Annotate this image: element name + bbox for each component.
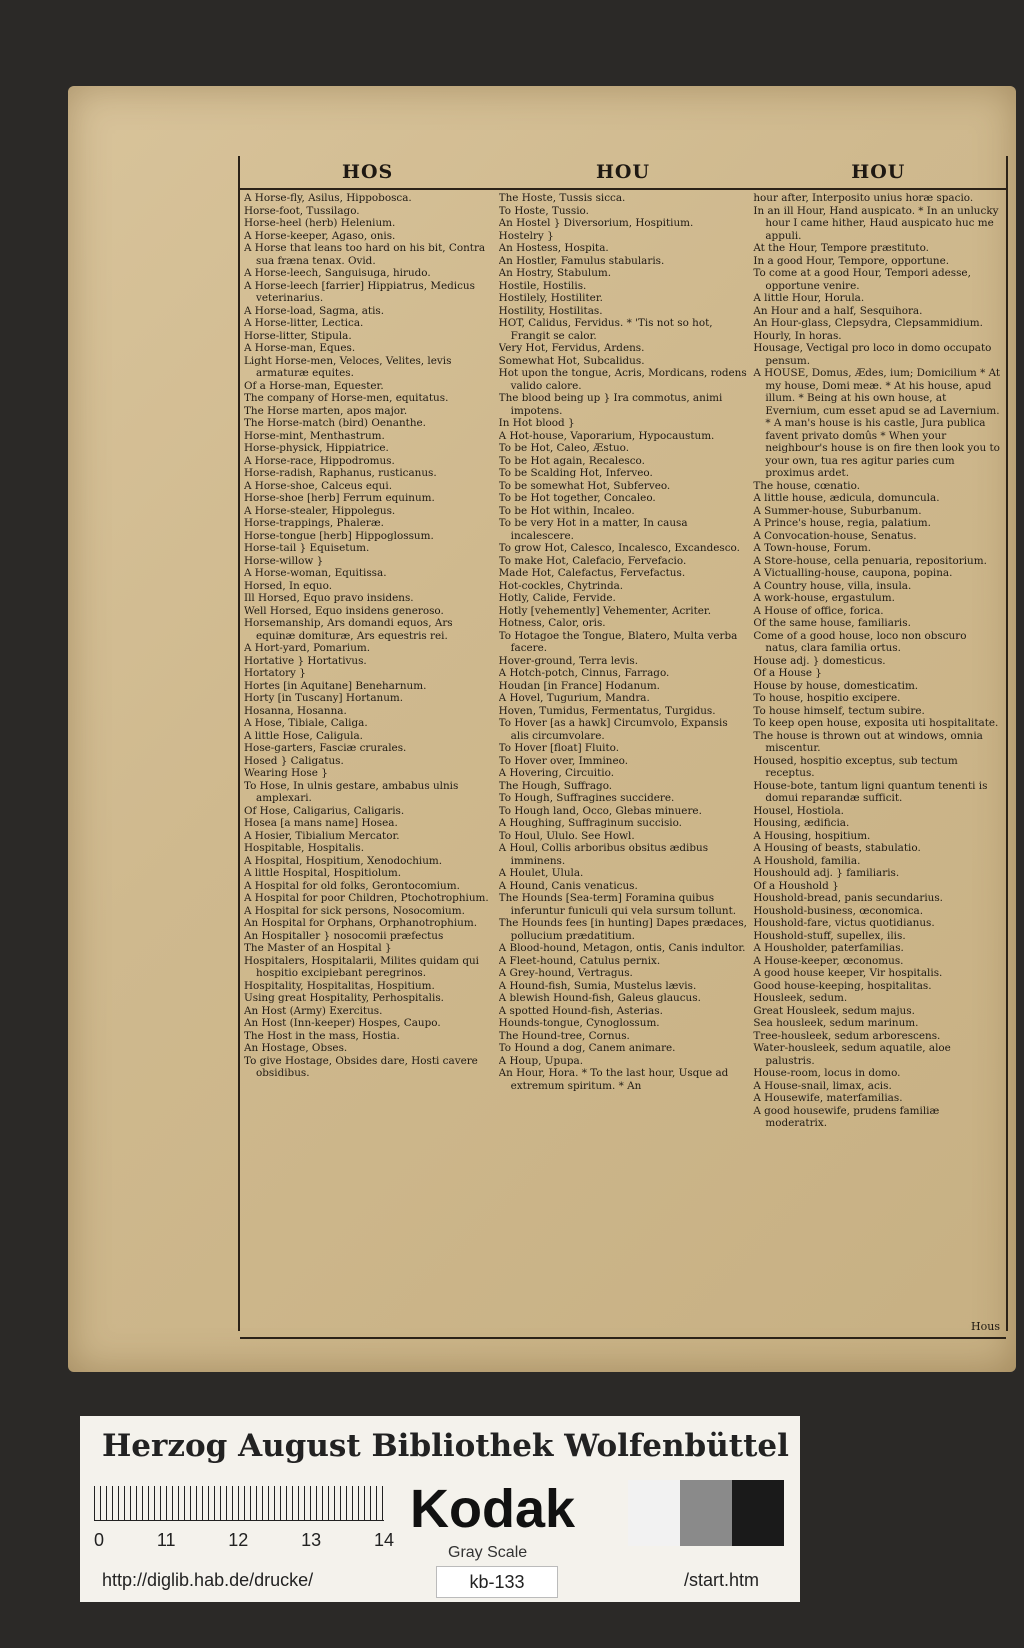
dictionary-entry: A Blood-hound, Metagon, ontis, Canis indultor.	[498, 942, 746, 954]
dictionary-entry: A spotted Hound-fish, Asterias.	[498, 1004, 663, 1017]
dictionary-entry: An Hour-glass, Clepsydra, Clepsammidium.	[753, 317, 983, 329]
dictionary-entry: A Horse-load, Sagma, atis.	[244, 304, 385, 317]
dictionary-entry: A Horse-fly, Asilus, Hippobosca.	[244, 192, 412, 204]
dictionary-entry: A Summer-house, Suburbanum.	[753, 504, 922, 517]
dictionary-entry: A little Hose, Caligula.	[244, 729, 363, 742]
dictionary-entry: A Hospital for sick persons, Nosocomium.	[244, 904, 465, 917]
color-target-card	[80, 1416, 800, 1602]
dictionary-entry: The Hounds [Sea-term] Foramina quibus inferuntur funiculi qui vela sursum tollunt.	[498, 892, 737, 917]
dictionary-entry: Hostilely, Hostiliter.	[498, 292, 603, 304]
dictionary-entry: Hoven, Tumidus, Fermentatus, Turgidus.	[498, 704, 716, 717]
dictionary-entry: A Hovel, Tugurium, Mandra.	[498, 692, 650, 704]
dictionary-entry: A HOUSE, Domus, Ædes, ium; Domicilium * At my house, Domi meæ. * At his house, apud illum. * Being at his own house, at Evernium, cum esset apud se ad Lavernium. * A man's house is his castle, Jura publica favent privato domûs * When your neighbour's house is on fire then look you to your own, tua res agitur paries cum proximus ardet.	[753, 367, 1001, 479]
dictionary-entry: A little Hospital, Hospitiolum.	[244, 867, 402, 879]
column-1	[244, 192, 493, 1323]
dictionary-entry: A Hose, Tibiale, Caliga.	[244, 717, 368, 729]
ruler-number: 13	[301, 1530, 322, 1550]
shelf-code: kb-133	[436, 1566, 558, 1598]
dictionary-entry: A blewish Hound-fish, Galeus glaucus.	[498, 992, 701, 1004]
dictionary-entry: Horse-foot, Tussilago.	[244, 204, 360, 217]
dictionary-entry: A good house keeper, Vir hospitalis.	[753, 967, 943, 979]
dictionary-entry: A Horse-leech [farrier] Hippiatrus, Medicus veterinarius.	[244, 279, 475, 304]
dictionary-entry: To give Hostage, Obsides dare, Hosti cavere obsidibus.	[244, 1054, 478, 1079]
dictionary-entry: To be Hot together, Concaleo.	[498, 492, 656, 504]
dictionary-entry: Wearing Hose }	[244, 767, 328, 779]
column-2	[499, 192, 748, 1323]
dictionary-entry: Good house-keeping, hospitalitas.	[753, 979, 932, 992]
gray-swatch-white	[628, 1480, 680, 1546]
dictionary-entry: An Host (Inn-keeper) Hospes, Caupo.	[244, 1017, 441, 1029]
dictionary-entry: Made Hot, Calefactus, Fervefactus.	[498, 567, 686, 579]
dictionary-entry: An Hostel } Diversorium, Hospitium.	[498, 217, 694, 229]
dictionary-entry: Horse-trappings, Phaleræ.	[244, 517, 384, 529]
header-col2: HOU	[595, 161, 651, 183]
dictionary-entry: The Master of an Hospital }	[244, 942, 392, 954]
dictionary-entry: Hostile, Hostilis.	[498, 279, 587, 292]
library-url: http://diglib.hab.de/drucke/	[102, 1570, 314, 1590]
dictionary-entry: To make Hot, Calefacio, Fervefacio.	[498, 554, 687, 567]
dictionary-entry: Water-housleek, sedum aquatile, aloe palustris.	[753, 1042, 951, 1067]
dictionary-entry: Housel, Hostiola.	[753, 804, 844, 817]
dictionary-entry: To keep open house, exposita uti hospitalitate.	[753, 717, 999, 729]
dictionary-entry: In an ill Hour, Hand auspicato. * In an unlucky hour I came hither, Haud auspicato huc me appuli.	[753, 204, 999, 242]
dictionary-entry: The Host in the mass, Hostia.	[244, 1029, 400, 1042]
dictionary-entry: An Hour, Hora. * To the last hour, Usque ad extremum spiritum. * An	[498, 1067, 729, 1092]
dictionary-entry: Housleek, sedum.	[753, 992, 848, 1004]
dictionary-entry: Of a Houshold }	[753, 879, 839, 892]
dictionary-entry: A Housholder, paterfamilias.	[753, 942, 904, 954]
dictionary-entry: A Horse-woman, Equitissa.	[244, 567, 387, 579]
dictionary-entry: To be Scalding Hot, Inferveo.	[498, 467, 653, 479]
dictionary-entry: Houshold-stuff, supellex, ilis.	[753, 929, 906, 942]
dictionary-entry: At the Hour, Tempore præstituto.	[753, 242, 929, 254]
dictionary-entry: An Hostage, Obses.	[244, 1042, 348, 1054]
dictionary-entry: A Hort-yard, Pomarium.	[244, 642, 371, 654]
dictionary-entry: To be Hot within, Incaleo.	[498, 504, 635, 517]
dictionary-entry: To Hough, Suffragines succidere.	[498, 792, 675, 804]
dictionary-entry: An Host (Army) Exercitus.	[244, 1004, 383, 1017]
dictionary-entry: A Hound-fish, Sumia, Mustelus lævis.	[498, 979, 697, 992]
dictionary-entry: A Houlet, Ulula.	[498, 867, 584, 879]
dictionary-entry: A Hospital for poor Children, Ptochotrophium.	[244, 892, 489, 904]
dictionary-entry: Hostelry }	[498, 229, 554, 242]
dictionary-entry: A Fleet-hound, Catulus pernix.	[498, 954, 661, 967]
library-name: Herzog August Bibliothek Wolfenbüttel	[102, 1428, 789, 1464]
text-frame	[238, 156, 1008, 1331]
dictionary-entry: Of a House }	[753, 667, 822, 679]
dictionary-entry: Somewhat Hot, Subcalidus.	[498, 354, 645, 367]
dictionary-entry: A Houghing, Suffraginum succisio.	[498, 817, 682, 829]
dictionary-entry: Very Hot, Fervidus, Ardens.	[498, 342, 645, 354]
dictionary-entry: A Hospital for old folks, Gerontocomium.	[244, 879, 460, 892]
dictionary-entry: Hospitable, Hospitalis.	[244, 842, 364, 854]
dictionary-entry: A Housing, hospitium.	[753, 829, 871, 842]
dictionary-entry: Hourly, In horas.	[753, 329, 842, 342]
dictionary-entry: The blood being up } Ira commotus, animi impotens.	[498, 392, 723, 417]
dictionary-entry: In Hot blood }	[498, 417, 575, 429]
dictionary-entry: The Horse marten, apos major.	[244, 404, 408, 417]
dictionary-entry: A Hosier, Tibialium Mercator.	[244, 829, 400, 842]
dictionary-entry: House adj. } domesticus.	[753, 654, 886, 667]
dictionary-entry: To Hough land, Occo, Glebas minuere.	[498, 804, 702, 817]
dictionary-page	[68, 86, 1016, 1372]
dictionary-entry: Horty [in Tuscany] Hortanum.	[244, 692, 404, 704]
catchword: Hous	[971, 1320, 1000, 1333]
dictionary-entry: A Victualling-house, caupona, popina.	[753, 567, 953, 579]
dictionary-entry: Horse-willow }	[244, 554, 324, 567]
dictionary-entry: A Town-house, Forum.	[753, 542, 872, 554]
dictionary-entry: Hortatory }	[244, 667, 306, 679]
dictionary-entry: A Grey-hound, Vertragus.	[498, 967, 633, 979]
dictionary-entry: A work-house, ergastulum.	[753, 592, 895, 604]
dictionary-entry: An Hostry, Stabulum.	[498, 267, 612, 279]
dictionary-entry: Horse-tongue [herb] Hippoglossum.	[244, 529, 434, 542]
running-header	[240, 156, 1006, 190]
ruler-number: 14	[373, 1530, 394, 1550]
dictionary-entry: Hospitalers, Hospitalarii, Milites quidam qui hospitio excipiebant peregrinos.	[244, 954, 480, 979]
dictionary-entry: To be somewhat Hot, Subferveo.	[498, 479, 671, 492]
dictionary-entry: Sea housleek, sedum marinum.	[753, 1017, 919, 1029]
gray-swatch-mid	[680, 1480, 732, 1546]
dictionary-entry: A House of office, forica.	[753, 604, 884, 617]
column-3	[753, 192, 1002, 1323]
ruler-number: 0	[94, 1530, 105, 1550]
dictionary-entry: To be Hot again, Recalesco.	[498, 454, 645, 467]
dictionary-entry: Hospitality, Hospitalitas, Hospitium.	[244, 979, 435, 992]
dictionary-entry: Hotly, Calide, Fervide.	[498, 592, 616, 604]
dictionary-entry: Of a Horse-man, Equester.	[244, 379, 384, 392]
dictionary-entry: Hosed } Caligatus.	[244, 754, 344, 767]
dictionary-entry: House-bote, tantum ligni quantum tenenti is domui reparandæ sufficit.	[753, 779, 988, 804]
dictionary-entry: An Hostess, Hospita.	[498, 242, 609, 254]
dictionary-entry: A Horse-litter, Lectica.	[244, 317, 364, 329]
dictionary-entry: Horse-litter, Stipula.	[244, 329, 352, 342]
dictionary-entry: To come at a good Hour, Tempori adesse, opportune venire.	[753, 267, 971, 292]
dictionary-entry: Housing, ædificia.	[753, 817, 850, 829]
dictionary-entry: Hot upon the tongue, Acris, Mordicans, rodens valido calore.	[498, 367, 747, 392]
dictionary-entry: Houshold-bread, panis secundarius.	[753, 892, 943, 904]
dictionary-entry: To Hound a dog, Canem animare.	[498, 1042, 676, 1054]
dictionary-entry: The Horse-match (bird) Oenanthe.	[244, 417, 426, 429]
kodak-logo: Kodak	[410, 1479, 576, 1539]
ruler-number: 11	[156, 1530, 176, 1550]
ruler-numbers	[94, 1530, 394, 1551]
dictionary-entry: To be very Hot in a matter, In causa incalescere.	[498, 517, 688, 542]
dictionary-entry: The company of Horse-men, equitatus.	[244, 392, 449, 404]
dictionary-entry: To Houl, Ululo. See Howl.	[498, 829, 635, 842]
ruler-number: 12	[228, 1530, 249, 1550]
dictionary-entry: To Hotagoe the Tongue, Blatero, Multa verba facere.	[498, 629, 738, 654]
dictionary-entry: HOT, Calidus, Fervidus. * 'Tis not so hot, Frangit se calor.	[498, 317, 713, 342]
dictionary-entry: A Hotch-potch, Cinnus, Farrago.	[498, 667, 670, 679]
dictionary-entry: The Hounds fees [in hunting] Dapes prædaces, pollucium prædatitium.	[498, 917, 747, 942]
dictionary-entry: Well Horsed, Equo insidens generoso.	[244, 604, 444, 617]
dictionary-entry: Using great Hospitality, Perhospitalis.	[244, 992, 444, 1004]
dictionary-entry: The Hough, Suffrago.	[498, 779, 613, 792]
dictionary-entry: To Hoste, Tussio.	[498, 204, 589, 217]
dictionary-entry: A Convocation-house, Senatus.	[753, 529, 917, 542]
dictionary-entry: A Housing of beasts, stabulatio.	[753, 842, 921, 854]
dictionary-entry: Light Horse-men, Veloces, Velites, levis armaturæ equites.	[244, 354, 452, 379]
dictionary-entry: hour after, Interposito unius horæ spacio.	[753, 192, 974, 204]
dictionary-entry: A Horse-shoe, Calceus equi.	[244, 479, 393, 492]
dictionary-entry: The Hound-tree, Cornus.	[498, 1029, 630, 1042]
start-link: /start.htm	[684, 1570, 760, 1590]
dictionary-entry: Houshould adj. } familiaris.	[753, 867, 900, 879]
dictionary-entry: A Horse-race, Hippodromus.	[244, 454, 395, 467]
dictionary-entry: A Horse-man, Eques.	[244, 342, 356, 354]
dictionary-entry: A good housewife, prudens familiæ moderatrix.	[753, 1104, 940, 1129]
bottom-rule	[240, 1337, 1006, 1339]
dictionary-entry: A Hovering, Circuitio.	[498, 767, 615, 779]
dictionary-entry: A Hound, Canis venaticus.	[498, 879, 638, 892]
dictionary-entry: Houdan [in France] Hodanum.	[498, 679, 660, 692]
dictionary-entry: A Store-house, cella penuaria, repositorium.	[753, 554, 987, 567]
dictionary-entry: A Houp, Upupa.	[498, 1054, 583, 1067]
dictionary-entry: A little Hour, Horula.	[753, 292, 865, 304]
dictionary-entry: A Country house, villa, insula.	[753, 579, 912, 592]
dictionary-entry: Horse-physick, Hippiatrice.	[244, 442, 389, 454]
dictionary-entry: A Houshold, familia.	[753, 854, 861, 867]
dictionary-entry: Hostility, Hostilitas.	[498, 304, 603, 317]
dictionary-entry: A Horse that leans too hard on his bit, Contra sua fræna tenax. Ovid.	[244, 242, 486, 267]
dictionary-entry: To be Hot, Caleo, Æstuo.	[498, 442, 630, 454]
dictionary-entry: Housed, hospitio exceptus, sub tectum receptus.	[753, 754, 958, 779]
columns	[240, 192, 1006, 1323]
dictionary-entry: In a good Hour, Tempore, opportune.	[753, 254, 950, 267]
dictionary-entry: Houshold-business, œconomica.	[753, 904, 924, 917]
dictionary-entry: To Hose, In ulnis gestare, ambabus ulnis amplexari.	[244, 779, 459, 804]
dictionary-entry: Horsed, In equo.	[244, 579, 332, 592]
dictionary-entry: Of Hose, Caligarius, Caligaris.	[244, 804, 405, 817]
dictionary-entry: The house, cœnatio.	[753, 479, 860, 492]
gray-swatch-black	[732, 1480, 784, 1546]
dictionary-entry: House by house, domesticatim.	[753, 679, 919, 692]
dictionary-entry: An Hospitaller } nosocomii præfectus	[244, 929, 444, 942]
dictionary-entry: A Horse-leech, Sanguisuga, hirudo.	[244, 267, 431, 279]
dictionary-entry: Hover-ground, Terra levis.	[498, 654, 639, 667]
dictionary-entry: Of the same house, familiaris.	[753, 617, 911, 629]
dictionary-entry: A Hot-house, Vaporarium, Hypocaustum.	[498, 429, 715, 442]
dictionary-entry: Hotness, Calor, oris.	[498, 617, 606, 629]
dictionary-entry: Horse-tail } Equisetum.	[244, 542, 370, 554]
dictionary-entry: To house himself, tectum subire.	[753, 704, 925, 717]
dictionary-entry: An Hostler, Famulus stabularis.	[498, 254, 665, 267]
dictionary-entry: A little house, ædicula, domuncula.	[753, 492, 940, 504]
dictionary-entry: An Hour and a half, Sesquihora.	[753, 304, 923, 317]
dictionary-entry: A Housewife, materfamilias.	[753, 1092, 903, 1104]
dictionary-entry: Hosanna, Hosanna.	[244, 704, 347, 717]
dictionary-entry: House-room, locus in domo.	[753, 1067, 901, 1079]
dictionary-entry: Hotly [vehemently] Vehementer, Acriter.	[498, 604, 712, 617]
dictionary-entry: Horse-radish, Raphanus, rusticanus.	[244, 467, 437, 479]
header-col3: HOU	[851, 161, 906, 183]
dictionary-entry: Tree-housleek, sedum arborescens.	[753, 1029, 941, 1042]
dictionary-entry: Ill Horsed, Equo pravo insidens.	[244, 592, 414, 604]
dictionary-entry: Hosea [a mans name] Hosea.	[244, 817, 398, 829]
dictionary-entry: Horse-heel (herb) Helenium.	[244, 217, 396, 229]
dictionary-entry: Horse-mint, Menthastrum.	[244, 429, 385, 442]
dictionary-entry: Hortative } Hortativus.	[244, 654, 367, 667]
dictionary-entry: The house is thrown out at windows, omnia miscentur.	[753, 729, 983, 754]
gray-scale-label: Gray Scale	[448, 1544, 528, 1561]
dictionary-entry: A House-keeper, œconomus.	[753, 954, 904, 967]
dictionary-entry: The Hoste, Tussis sicca.	[498, 192, 626, 204]
dictionary-entry: A House-snail, limax, acis.	[753, 1079, 892, 1092]
dictionary-entry: To Hover [float] Fluito.	[498, 742, 620, 754]
header-col1: HOS	[342, 161, 394, 183]
dictionary-entry: Horsemanship, Ars domandi equos, Ars equinæ domituræ, Ars equestris rei.	[244, 617, 453, 642]
dictionary-entry: A Horse-stealer, Hippolegus.	[244, 504, 396, 517]
dictionary-entry: An Hospital for Orphans, Orphanotrophium.	[244, 917, 478, 929]
dictionary-entry: To house, hospitio excipere.	[753, 692, 901, 704]
dictionary-entry: Horse-shoe [herb] Ferrum equinum.	[244, 492, 435, 504]
ruler-scale	[94, 1486, 384, 1521]
dictionary-entry: A Houl, Collis arboribus obsitus ædibus imminens.	[498, 842, 709, 867]
dictionary-entry: Come of a good house, loco non obscuro natus, clara familia ortus.	[753, 629, 967, 654]
dictionary-entry: A Hospital, Hospitium, Xenodochium.	[244, 854, 443, 867]
dictionary-entry: To grow Hot, Calesco, Incalesco, Excandesco.	[498, 542, 740, 554]
dictionary-entry: Housage, Vectigal pro loco in domo occupato pensum.	[753, 342, 992, 367]
dictionary-entry: Great Housleek, sedum majus.	[753, 1004, 915, 1017]
dictionary-entry: A Horse-keeper, Agaso, onis.	[244, 229, 396, 242]
dictionary-entry: Hortes [in Aquitane] Beneharnum.	[244, 679, 427, 692]
dictionary-entry: A Prince's house, regia, palatium.	[753, 517, 931, 529]
dictionary-entry: To Hover [as a hawk] Circumvolo, Expansis alis circumvolare.	[498, 717, 728, 742]
dictionary-entry: Hounds-tongue, Cynoglossum.	[498, 1017, 660, 1029]
dictionary-entry: Houshold-fare, victus quotidianus.	[753, 917, 935, 929]
dictionary-entry: Hot-cockles, Chytrinda.	[498, 579, 624, 592]
dictionary-entry: Hose-garters, Fasciæ crurales.	[244, 742, 407, 754]
dictionary-entry: To Hover over, Immineo.	[498, 754, 629, 767]
